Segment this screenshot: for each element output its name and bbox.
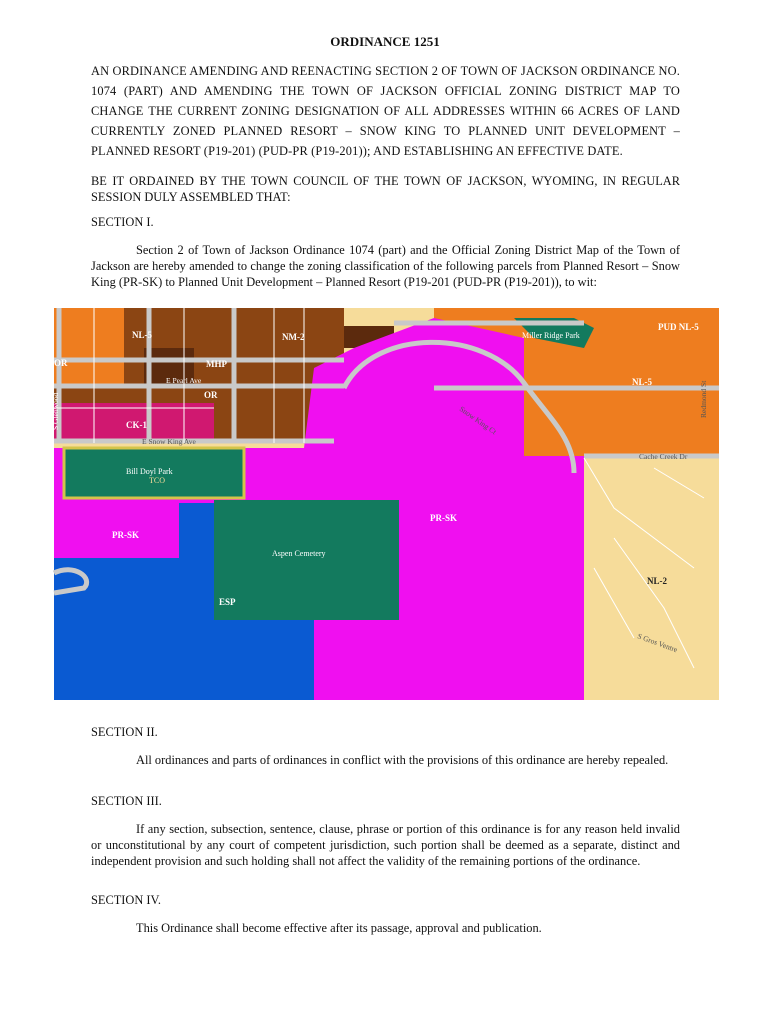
zone-label-nl5-right: NL-5 (632, 377, 652, 387)
street-label-redmond-st: Redmond St (699, 380, 708, 418)
zone-label-ck1: CK-1 (126, 420, 147, 430)
section-body-4: This Ordinance shall become effective after its passage, approval and publication. (136, 921, 542, 935)
section-heading-4: SECTION IV. (91, 893, 161, 907)
place-label-park-left-sub: TCO (149, 476, 165, 485)
place-label-cemetery: Aspen Cemetery (272, 549, 326, 558)
zone-label-nl2: NL-2 (647, 576, 667, 586)
cemetery-area (214, 500, 399, 620)
zone-label-mhp: MHP (206, 359, 227, 369)
section-body-1: Section 2 of Town of Jackson Ordinance 1074 (part) and the Official Zoning District Map of the Town of Jackson are hereby amended to change the zoning classification of the following parcels from Planned Resort – Snow King (PR-SK) to Planned Unit Development – Planned Resort (P19-201 (PUD-PR (P19-201)), to wit: (91, 243, 680, 289)
street-label-pearl-ave: E Pearl Ave (166, 376, 202, 385)
section-body-2: All ordinances and parts of ordinances in conflict with the provisions of this ordinance are hereby repealed. (136, 753, 669, 767)
street-label-snow-king-ave: E Snow King Ave (142, 437, 196, 446)
place-label-park-left: Bill Doyl Park (126, 467, 173, 476)
zoning-map-svg (51, 308, 719, 700)
zone-label-or-left: OR (54, 358, 68, 368)
street-label-s-gros-ventre: S Gros Ventre (636, 631, 679, 655)
place-label-park-top: Miller Ridge Park (522, 331, 580, 340)
section-heading-1: SECTION I. (91, 215, 154, 229)
street-label-cache-creek: Cache Creek Dr (639, 452, 688, 461)
page-title: ORDINANCE 1251 (330, 34, 440, 49)
street-label-s-glenwood: S Glenwood (51, 392, 60, 430)
zone-label-pr-sk-center: PR-SK (430, 513, 457, 523)
zone-label-pr-sk-left: PR-SK (112, 530, 139, 540)
ordinance-preamble: AN ORDINANCE AMENDING AND REENACTING SECTION 2 OF TOWN OF JACKSON ORDINANCE NO. 1074 (PART) AND AMENDING THE TOWN OF JACKSON OFFICIAL ZONING DISTRICT MAP TO CHANGE THE CURRENT ZONING DESIGNATION OF ALL ADDRESSES WITHIN 66 ACRES OF LAND CURRENTLY ZONED PLANNED RESORT – SNOW KING TO PLANNED UNIT DEVELOPMENT – PLANNED RESORT (P19-201) (PUD-PR (P19-201)); AND ESTABLISHING AN EFFECTIVE DATE. (91, 64, 680, 158)
zone-label-esp: ESP (219, 597, 236, 607)
section-body-3: If any section, subsection, sentence, clause, phrase or portion of this ordinance is for any reason held invalid or unconstitutional by any court of competent jurisdiction, such portion shall be deemed as a separate, distinct and independent provision and such holding shall not affect the validity of the remaining portions of the ordinance. (91, 822, 680, 868)
zone-pr-sk-left-area (54, 498, 179, 558)
zone-label-or-center: OR (204, 390, 218, 400)
zone-label-nm2: NM-2 (282, 332, 305, 342)
section-heading-3: SECTION III. (91, 794, 162, 808)
zoning-map (51, 308, 719, 700)
zone-label-nl5-left: NL-5 (132, 330, 152, 340)
zone-label-pud-nl5: PUD NL-5 (658, 322, 699, 332)
street-label-snow-king-cir: Snow King Ct (457, 404, 499, 437)
section-heading-2: SECTION II. (91, 725, 158, 739)
zone-orange-left (54, 308, 124, 388)
ordain-clause: BE IT ORDAINED BY THE TOWN COUNCIL OF THE TOWN OF JACKSON, WYOMING, IN REGULAR SESSION DULY ASSEMBLED THAT: (91, 174, 680, 204)
